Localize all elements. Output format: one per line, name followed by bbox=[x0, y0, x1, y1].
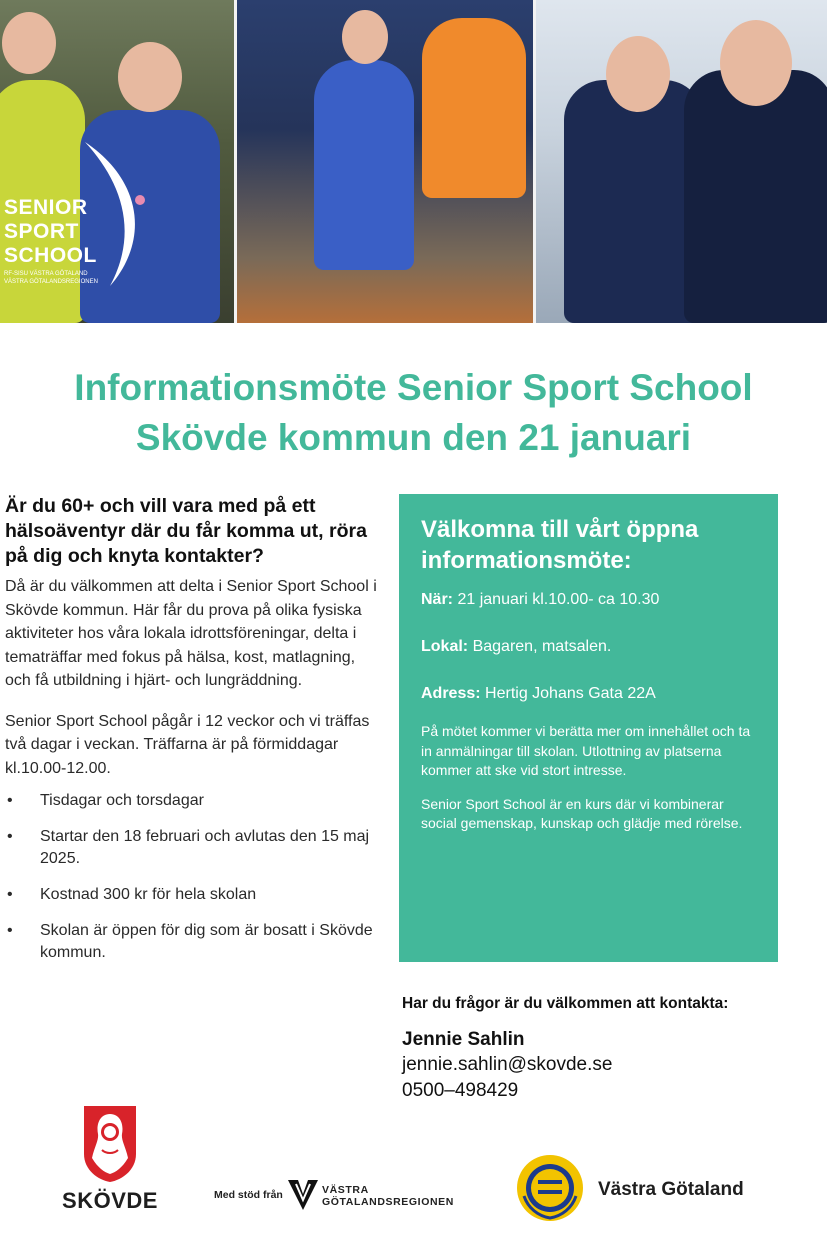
list-item: • Kostnad 300 kr för hela skolan bbox=[5, 884, 380, 906]
bullet-icon: • bbox=[7, 828, 13, 845]
meeting-time: När: 21 januari kl.10.00- ca 10.30 bbox=[421, 591, 660, 608]
support-label: Med stöd från bbox=[214, 1189, 283, 1201]
person-head bbox=[720, 20, 792, 106]
rf-sisu-badge-icon bbox=[514, 1152, 586, 1224]
meeting-place: Lokal: Bagaren, matsalen. bbox=[421, 638, 612, 655]
title-line-1: Informationsmöte Senior Sport School bbox=[74, 367, 753, 408]
rf-region-name: Västra Götaland bbox=[598, 1179, 744, 1200]
bullet-icon: • bbox=[7, 886, 13, 903]
photo-indoor-game bbox=[236, 0, 534, 323]
senior-sport-school-logo bbox=[0, 140, 160, 290]
rf-sisu-logo bbox=[514, 1152, 774, 1224]
schedule-paragraph: Senior Sport School pågår i 12 veckor och vi träffas två dagar i veckan. Träffarna är på förmiddagar kl.10.00-12.00. bbox=[5, 712, 370, 777]
page-title bbox=[0, 365, 827, 461]
title-line-2: Skövde kommun den 21 januari bbox=[135, 417, 692, 458]
bullet-icon: • bbox=[7, 922, 13, 939]
person-figure bbox=[422, 18, 526, 198]
intro-paragraph: Då är du välkommen att delta i Senior Sport School i Skövde kommun. Här får du prova på olika fysiska aktiviteter hos våra lokala idrottsföreningar, delta i tematräffar med fokus på hälsa, kost, matlagning, och få utbildning i hjärt- och lungräddning. bbox=[5, 578, 377, 689]
vgr-wordmark: VÄSTRA GÖTALANDSREGIONEN bbox=[322, 1184, 454, 1208]
contact-heading: Har du frågor är du välkommen att kontakta: bbox=[402, 995, 729, 1012]
skovde-wordmark: SKÖVDE bbox=[62, 1188, 158, 1213]
info-box-title: Välkomna till vårt öppna informationsmöte: bbox=[421, 516, 699, 574]
photo-seniors-right bbox=[534, 0, 827, 323]
contact-name: Jennie Sahlin bbox=[402, 1029, 525, 1050]
photo-banner bbox=[0, 0, 827, 323]
meeting-address: Adress: Hertig Johans Gata 22A bbox=[421, 685, 656, 702]
person-head bbox=[2, 12, 56, 74]
skovde-shield-icon bbox=[78, 1102, 142, 1184]
details-list bbox=[5, 790, 380, 964]
meeting-note: På mötet kommer vi berätta mer om innehållet och ta in anmälningar till skolan. Utlottning av platserna kommer att ske vid stort intresse. bbox=[421, 723, 751, 778]
contact-email[interactable]: jennie.sahlin@skovde.se bbox=[402, 1054, 613, 1075]
logo-subtitle: RF-SISU VÄSTRA GÖTALAND VÄSTRA GÖTALANDSREGIONEN bbox=[4, 271, 98, 285]
photo-divider bbox=[234, 0, 237, 323]
person-head bbox=[342, 10, 388, 64]
contact-phone[interactable]: 0500–498429 bbox=[402, 1080, 519, 1101]
logo-wordmark: SENIOR SPORT SCHOOL bbox=[4, 196, 97, 267]
contact-section bbox=[402, 994, 822, 1104]
vgr-mark-icon bbox=[286, 1178, 320, 1212]
photo-divider bbox=[533, 0, 536, 323]
person-figure bbox=[684, 70, 827, 323]
person-head bbox=[118, 42, 182, 112]
list-item: • Startar den 18 februari och avlutas den 15 maj 2025. bbox=[7, 828, 370, 867]
vgr-logo bbox=[214, 1178, 474, 1214]
course-description: Senior Sport School är en kurs där vi kombinerar social gemenskap, kunskap och glädje med rörelse. bbox=[421, 795, 743, 831]
person-head bbox=[606, 36, 670, 112]
intro-column bbox=[5, 494, 380, 978]
list-item: • Tisdagar och torsdagar bbox=[5, 790, 380, 812]
person-figure bbox=[564, 80, 704, 323]
meeting-info-box bbox=[399, 494, 778, 962]
intro-question: Är du 60+ och vill vara med på ett hälsoäventyr där du får komma ut, röra på dig och knyta kontakter? bbox=[5, 495, 367, 567]
bullet-icon: • bbox=[7, 792, 13, 809]
list-item: • Skolan är öppen för dig som är bosatt i Skövde kommun. bbox=[7, 922, 373, 961]
person-figure bbox=[314, 60, 414, 270]
